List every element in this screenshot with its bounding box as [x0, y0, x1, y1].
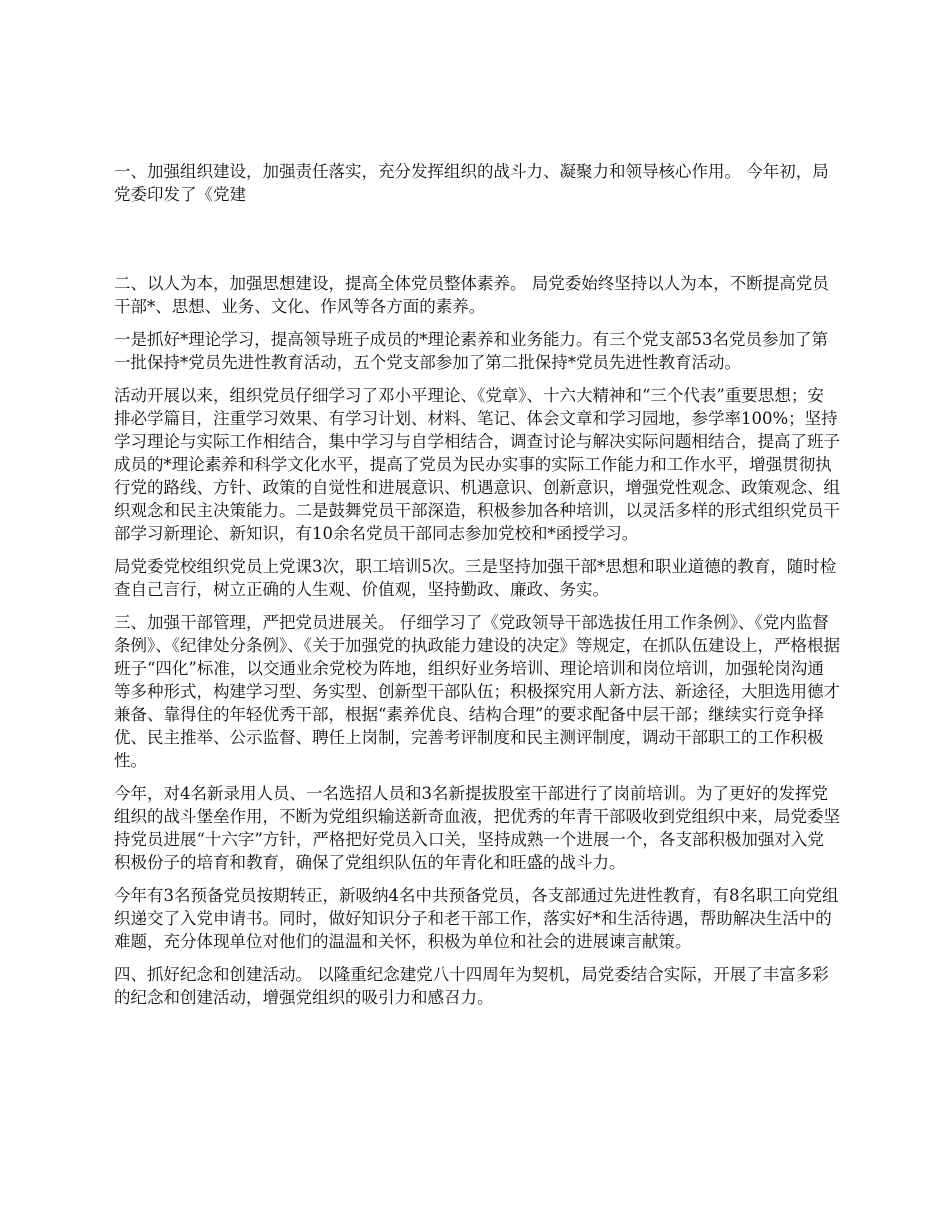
paragraph-cadre-management: 三、加强干部管理，严把党员进展关。 仔细学习了《党政领导干部选拔任用工作条例》、《党内监督条例》、《纪律处分条例》、《关于加强党的执政能力建设的决定》等规定，在抓队伍建设上，严格根据班子“四化”标准，以交通业余党校为阵地，组织好业务培训、理论培训和岗位培训，加强轮岗沟通等多种形式，构建学习型、务实型、创新型干部队伍；积极探究用人新方法、新途径，大胆选用德才兼备、靠得住的年轻优秀干部，根据“素养优良、结构合理”的要求配备中层干部；继续实行竞争择优、民主推举、公示监督、聘任上岗制，完善考评制度和民主测评制度，调动干部职工的工作积极性。 — [114, 613, 840, 770]
paragraph-commemoration: 四、抓好纪念和创建活动。 以隆重纪念建党八十四周年为契机，局党委结合实际，开展了丰富多彩的纪念和创建活动，增强党组织的吸引力和感召力。 — [114, 965, 829, 1007]
paragraph-theory-study: 一是抓好*理论学习，提高领导班子成员的*理论素养和业务能力。有三个党支部53名党员参加了第一批保持*党员先进性教育活动，五个党支部参加了第二批保持*党员先进性教育活动。 — [114, 330, 828, 372]
paragraph-study-activities: 活动开展以来，组织党员仔细学习了邓小平理论、《党章》、十六大精神和“三个代表”重要思想；安排必学篇目，注重学习效果、有学习计划、材料、笔记、体会文章和学习园地，参学率100%；坚持学习理论与实际工作相结合，集中学习与自学相结合，调查讨论与解决实际问题相结合，提高了班子成员的*理论素养和科学文化水平，提高了党员为民办实事的实际工作能力和工作水平，增强贯彻执行党的路线、方针、政策的自觉性和进展意识、机遇意识、创新意识，增强党性观念、政策观念、组织观念和民主决策能力。二是鼓舞党员干部深造，积极参加各种培训，以灵活多样的形式组织党员干部学习新理论、新知识，有10余名党员干部同志参加党校和*函授学习。 — [114, 386, 840, 543]
paragraph-new-members: 今年有3名预备党员按期转正，新吸纳4名中共预备党员，各支部通过先进性教育，有8名职工向党组织递交了入党申请书。同时，做好知识分子和老干部工作，落实好*和生活待遇，帮助解决生活中的难题，充分体现单位对他们的温温和关怀，积极为单位和社会的进展谏言献策。 — [114, 886, 839, 951]
paragraph-organization-building: 一、加强组织建设，加强责任落实，充分发挥组织的战斗力、凝聚力和领导核心作用。 今年初，局党委印发了《党建 — [114, 162, 829, 204]
paragraph-ideological-building: 二、以人为本，加强思想建设，提高全体党员整体素养。 局党委始终坚持以人为本，不断提高党员干部*、思想、业务、文化、作风等各方面的素养。 — [114, 274, 829, 316]
paragraph-party-school: 局党委党校组织党员上党课3次，职工培训5次。三是坚持加强干部*思想和职业道德的教育，随时检查自己言行，树立正确的人生观、价值观，坚持勤政、廉政、务实。 — [114, 557, 837, 599]
paragraph-training: 今年，对4名新录用人员、一名选招人员和3名新提拔股室干部进行了岗前培训。为了更好的发挥党组织的战斗堡垒作用，不断为党组织输送新奇血液，把优秀的年青干部吸收到党组织中来，局党委坚持党员进展“十六字”方针，严格把好党员入口关，坚持成熟一个进展一个，各支部积极加强对入党积极份子的培育和教育，确保了党组织队伍的年青化和旺盛的战斗力。 — [114, 784, 840, 872]
document-body — [114, 160, 840, 1019]
paragraph-gap — [114, 206, 840, 272]
